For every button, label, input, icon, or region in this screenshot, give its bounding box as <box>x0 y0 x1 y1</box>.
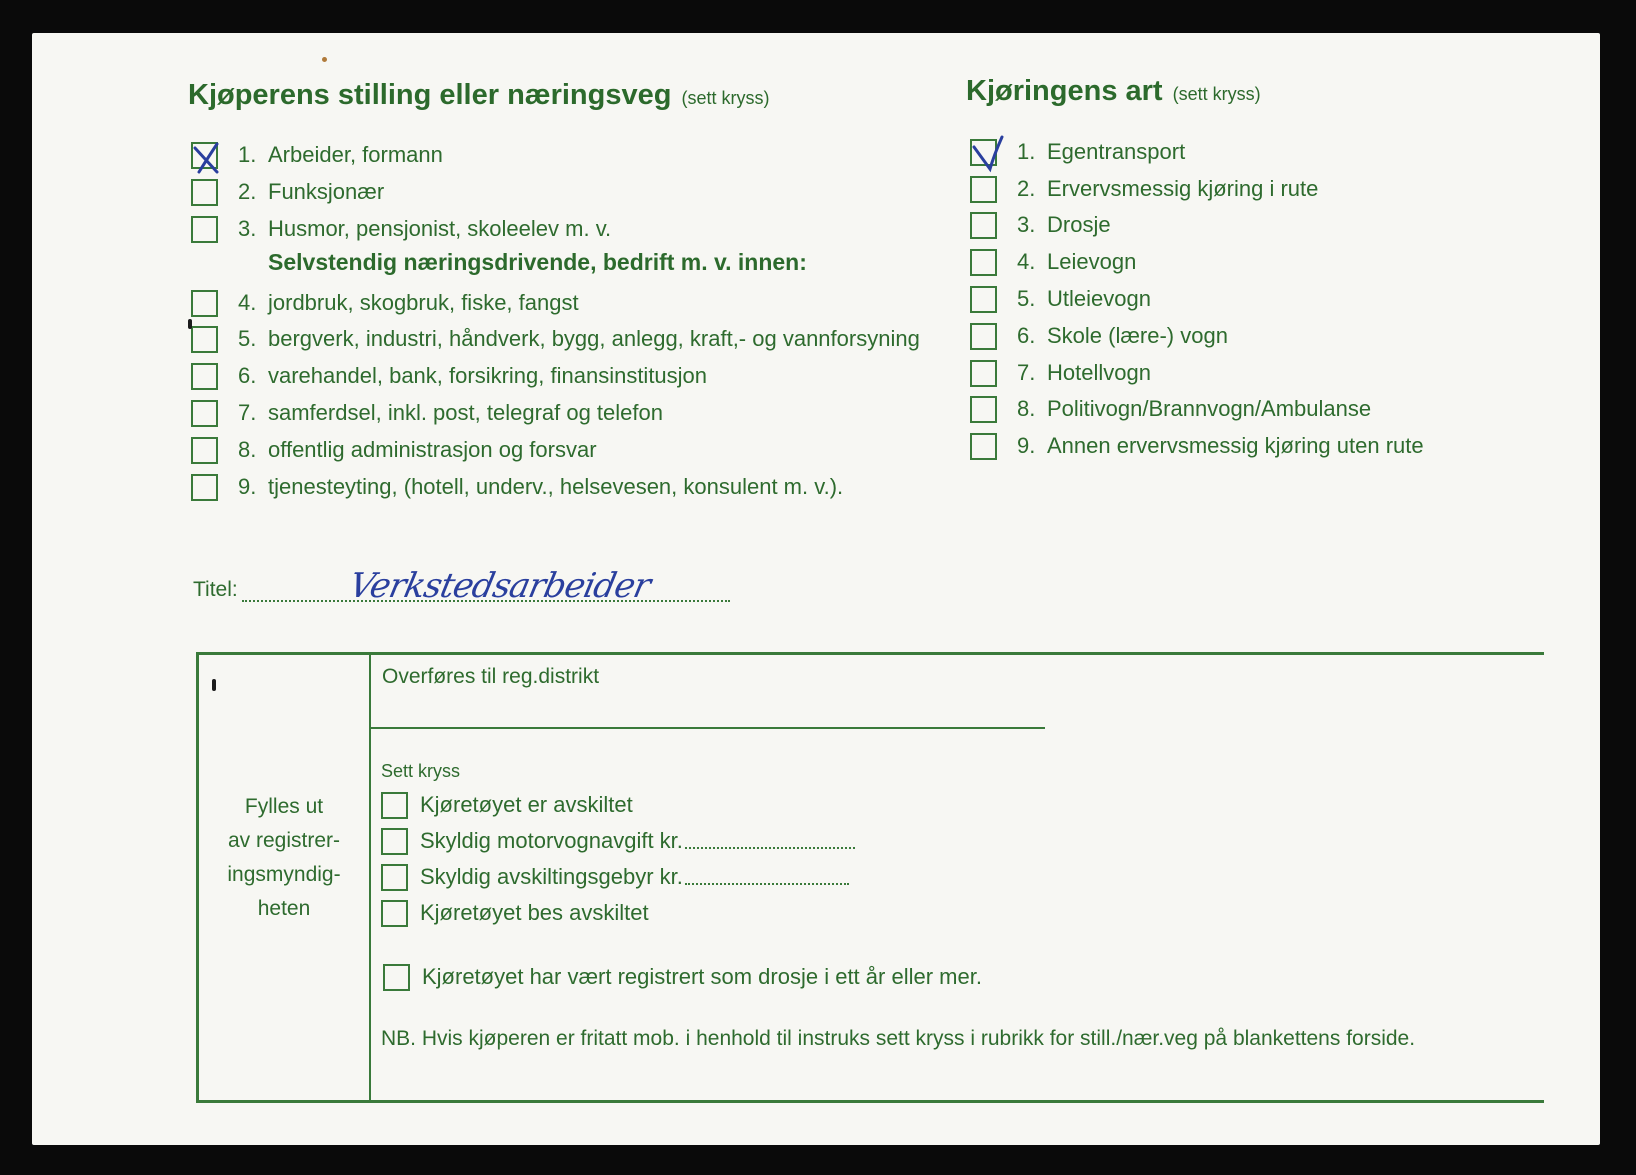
occupation-checkbox-7[interactable] <box>191 400 218 427</box>
buyer-occupation-hint: (sett kryss) <box>681 88 770 108</box>
occupation-checkbox-1[interactable] <box>191 142 218 169</box>
occupation-checkbox-4[interactable] <box>191 290 218 317</box>
deregistration-fee-amount-input[interactable] <box>685 869 849 885</box>
driving-num-8: 8. <box>1017 396 1036 421</box>
registry-checkbox-4[interactable] <box>381 900 408 927</box>
occupation-label-3: Husmor, pensjonist, skoleelev m. v. <box>268 216 612 241</box>
box-divider <box>369 655 371 1100</box>
driving-type-heading <box>966 75 1261 108</box>
driving-label-1: Egentransport <box>1047 139 1186 164</box>
registry-option-deregistration-fee[interactable] <box>381 861 849 893</box>
driving-checkbox-5[interactable] <box>970 286 997 313</box>
side-label-line-2: av registrer- <box>227 829 341 852</box>
driving-checkbox-6[interactable] <box>970 323 997 350</box>
title-input[interactable] <box>242 566 730 606</box>
driving-num-3: 3. <box>1017 212 1036 237</box>
registry-checkbox-5[interactable] <box>383 964 410 991</box>
title-field <box>193 566 730 606</box>
nb-footnote: NB. Hvis kjøperen er fritatt mob. i henhold til instruks sett kryss i rubrikk for still./nær.veg på blankettens forside. <box>381 1027 1416 1050</box>
driving-checkbox-2[interactable] <box>970 176 997 203</box>
occupation-label-5: bergverk, industri, håndverk, bygg, anlegg, kraft,- og vannforsyning <box>268 326 920 351</box>
registry-label-1: Kjøretøyet er avskiltet <box>420 792 633 817</box>
driving-num-6: 6. <box>1017 323 1036 348</box>
registry-checkbox-1[interactable] <box>381 792 408 819</box>
driving-option-9[interactable] <box>970 430 1424 462</box>
side-label-line-4: heten <box>257 897 311 920</box>
registry-label-2: Skyldig motorvognavgift kr. <box>420 828 683 853</box>
occupation-label-8: offentlig administrasjon og forsvar <box>268 437 597 462</box>
occupation-checkbox-3[interactable] <box>191 216 218 243</box>
driving-label-2: Ervervsmessig kjøring i rute <box>1047 176 1319 201</box>
driving-option-4[interactable] <box>970 246 1136 278</box>
title-label: Titel: <box>193 578 238 601</box>
driving-num-2: 2. <box>1017 176 1036 201</box>
occupation-label-1: Arbeider, formann <box>268 142 443 167</box>
registry-checkbox-2[interactable] <box>381 828 408 855</box>
driving-type-hint: (sett kryss) <box>1172 84 1261 104</box>
driving-type-heading-text: Kjøringens art <box>966 75 1163 107</box>
occupation-option-2[interactable] <box>191 176 384 208</box>
side-label-line-1: Fylles ut <box>244 795 324 818</box>
driving-option-2[interactable] <box>970 173 1318 205</box>
registry-option-taxi-year[interactable] <box>383 961 982 993</box>
driving-checkbox-9[interactable] <box>970 433 997 460</box>
occupation-option-6[interactable] <box>191 360 707 392</box>
occupation-option-7[interactable] <box>191 397 663 429</box>
registry-label-4: Kjøretøyet bes avskiltet <box>420 900 649 925</box>
transfer-district-input[interactable] <box>371 727 1045 729</box>
driving-checkbox-8[interactable] <box>970 396 997 423</box>
ink-mark <box>212 679 216 691</box>
registry-side-label <box>199 790 369 926</box>
driving-num-5: 5. <box>1017 286 1036 311</box>
buyer-occupation-heading <box>188 79 769 112</box>
registry-checkbox-3[interactable] <box>381 864 408 891</box>
vehicle-tax-amount-input[interactable] <box>685 833 855 849</box>
occupation-num-5: 5. <box>238 326 257 351</box>
occupation-num-6: 6. <box>238 363 257 388</box>
driving-label-6: Skole (lære-) vogn <box>1047 323 1228 348</box>
occupation-label-9: tjenesteyting, (hotell, underv., helsevesen, konsulent m. v.). <box>268 474 844 499</box>
occupation-checkbox-9[interactable] <box>191 474 218 501</box>
occupation-label-4: jordbruk, skogbruk, fiske, fangst <box>268 290 579 315</box>
title-handwritten-value: Verkstedsarbeider <box>345 566 654 606</box>
driving-num-4: 4. <box>1017 249 1036 274</box>
driving-label-9: Annen ervervsmessig kjøring uten rute <box>1047 433 1424 458</box>
driving-num-9: 9. <box>1017 433 1036 458</box>
sett-kryss-label: Sett kryss <box>381 761 461 781</box>
occupation-num-7: 7. <box>238 400 257 425</box>
occupation-option-4[interactable] <box>191 287 579 319</box>
occupation-option-9[interactable] <box>191 471 843 503</box>
driving-option-3[interactable] <box>970 209 1111 241</box>
driving-checkbox-7[interactable] <box>970 360 997 387</box>
driving-option-6[interactable] <box>970 320 1228 352</box>
occupation-num-9: 9. <box>238 474 257 499</box>
driving-label-4: Leievogn <box>1047 249 1137 274</box>
registry-label-5: Kjøretøyet har vært registrert som drosje i ett år eller mer. <box>422 964 982 989</box>
registry-option-vehicle-tax[interactable] <box>381 825 855 857</box>
buyer-occupation-heading-text: Kjøperens stilling eller næringsveg <box>188 79 672 111</box>
ink-mark <box>188 319 192 329</box>
occupation-option-1[interactable] <box>191 139 443 171</box>
transfer-district-label: Overføres til reg.distrikt <box>382 665 600 688</box>
occupation-num-2: 2. <box>238 179 257 204</box>
driving-num-1: 1. <box>1017 139 1036 164</box>
driving-label-7: Hotellvogn <box>1047 360 1151 385</box>
registry-label-3: Skyldig avskiltingsgebyr kr. <box>420 864 683 889</box>
driving-checkbox-4[interactable] <box>970 249 997 276</box>
registry-authority-box <box>196 652 1544 1103</box>
occupation-label-6: varehandel, bank, forsikring, finansinstitusjon <box>268 363 708 388</box>
side-label-line-3: ingsmyndig- <box>227 863 341 886</box>
handwritten-check-icon <box>966 131 1006 175</box>
self-employed-subheading: Selvstendig næringsdrivende, bedrift m. v. innen: <box>268 249 807 275</box>
form-page <box>32 33 1600 1145</box>
occupation-num-4: 4. <box>238 290 257 315</box>
occupation-num-8: 8. <box>238 437 257 462</box>
driving-option-7[interactable] <box>970 357 1151 389</box>
show-through-text <box>652 163 661 202</box>
ink-mark <box>322 57 327 62</box>
occupation-option-5[interactable] <box>191 323 920 355</box>
driving-option-1[interactable] <box>970 136 1185 168</box>
driving-num-7: 7. <box>1017 360 1036 385</box>
handwritten-check-icon <box>187 134 227 178</box>
occupation-checkbox-8[interactable] <box>191 437 218 464</box>
driving-option-8[interactable] <box>970 393 1371 425</box>
driving-label-8: Politivogn/Brannvogn/Ambulanse <box>1047 396 1372 421</box>
driving-option-5[interactable] <box>970 283 1151 315</box>
occupation-checkbox-6[interactable] <box>191 363 218 390</box>
occupation-option-3[interactable] <box>191 213 611 245</box>
occupation-num-1: 1. <box>238 142 257 167</box>
registry-option-request-deregister[interactable] <box>381 897 649 929</box>
occupation-num-3: 3. <box>238 216 257 241</box>
driving-label-5: Utleievogn <box>1047 286 1151 311</box>
occupation-label-7: samferdsel, inkl. post, telegraf og telefon <box>268 400 663 425</box>
registry-option-deregistered[interactable] <box>381 789 633 821</box>
occupation-label-2: Funksjonær <box>268 179 385 204</box>
driving-checkbox-3[interactable] <box>970 212 997 239</box>
occupation-option-8[interactable] <box>191 434 597 466</box>
occupation-checkbox-5[interactable] <box>191 326 218 353</box>
driving-label-3: Drosje <box>1047 212 1111 237</box>
occupation-checkbox-2[interactable] <box>191 179 218 206</box>
driving-checkbox-1[interactable] <box>970 139 997 166</box>
